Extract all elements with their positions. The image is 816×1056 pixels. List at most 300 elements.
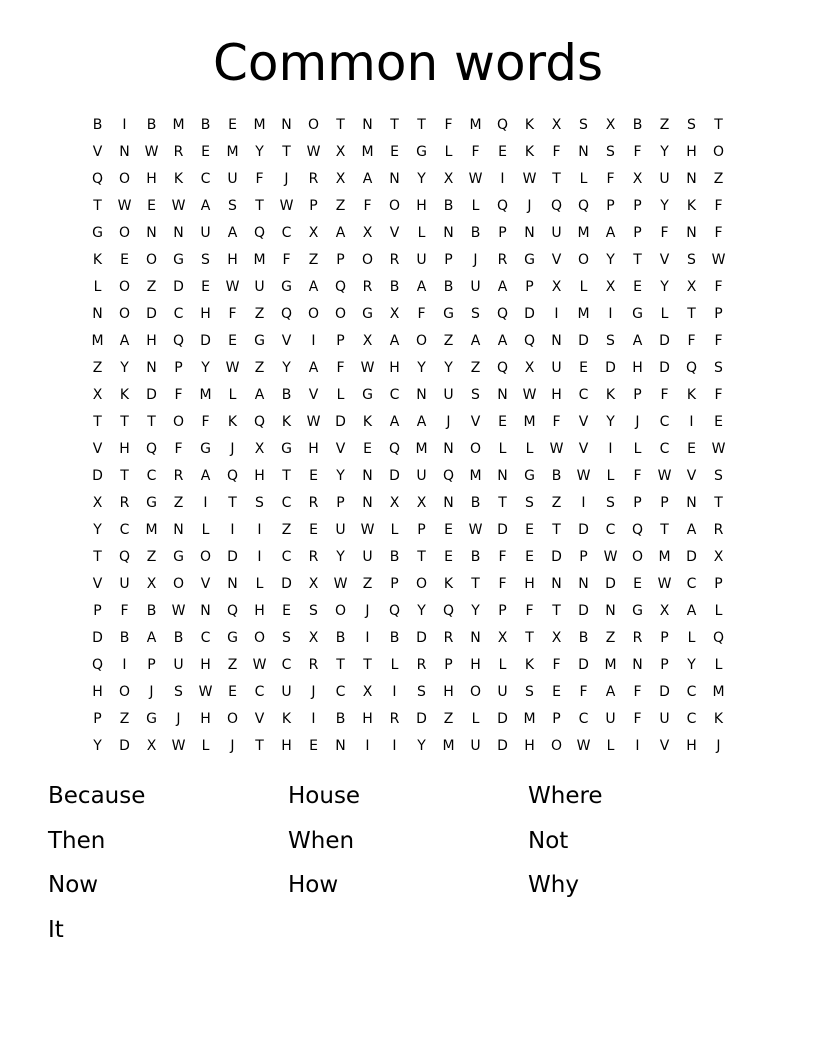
grid-letter[interactable]: R	[713, 521, 724, 538]
grid-letter[interactable]: F	[633, 710, 642, 727]
grid-letter[interactable]: O	[172, 575, 185, 592]
grid-letter[interactable]: N	[443, 494, 454, 511]
grid-letter[interactable]: N	[686, 224, 697, 241]
grid-letter[interactable]: T	[282, 467, 291, 484]
grid-letter[interactable]: N	[227, 575, 238, 592]
grid-letter[interactable]: Y	[687, 656, 696, 673]
grid-letter[interactable]: M	[604, 656, 617, 673]
grid-letter[interactable]: W	[144, 143, 159, 160]
grid-letter[interactable]: Q	[91, 656, 104, 673]
grid-letter[interactable]: T	[93, 413, 102, 430]
grid-letter[interactable]: K	[119, 386, 130, 403]
grid-letter[interactable]: E	[201, 278, 210, 295]
grid-letter[interactable]: T	[714, 116, 723, 133]
grid-letter[interactable]: H	[227, 251, 238, 268]
grid-letter[interactable]: L	[498, 440, 507, 457]
grid-letter[interactable]: E	[120, 251, 129, 268]
grid-letter[interactable]: S	[525, 683, 534, 700]
grid-letter[interactable]: Y	[255, 143, 264, 160]
grid-letter[interactable]: G	[227, 629, 238, 646]
grid-letter[interactable]: X	[389, 305, 400, 322]
grid-letter[interactable]: F	[714, 386, 723, 403]
grid-letter[interactable]: B	[119, 629, 130, 646]
grid-letter[interactable]: D	[578, 521, 589, 538]
grid-letter[interactable]: F	[633, 683, 642, 700]
grid-letter[interactable]: V	[470, 413, 481, 430]
grid-letter[interactable]: R	[389, 251, 400, 268]
grid-letter[interactable]: C	[659, 413, 670, 430]
grid-letter[interactable]: E	[282, 602, 291, 619]
grid-letter[interactable]: X	[632, 170, 643, 187]
grid-letter[interactable]: S	[606, 332, 615, 349]
grid-letter[interactable]: P	[579, 548, 588, 565]
grid-letter[interactable]: C	[659, 440, 670, 457]
grid-letter[interactable]: K	[686, 197, 697, 214]
grid-letter[interactable]: U	[551, 224, 562, 241]
grid-letter[interactable]: J	[284, 170, 289, 187]
grid-letter[interactable]: M	[442, 737, 455, 754]
grid-letter[interactable]: W	[468, 170, 483, 187]
grid-letter[interactable]: D	[551, 548, 562, 565]
grid-letter[interactable]: V	[335, 440, 346, 457]
grid-letter[interactable]: Z	[551, 494, 562, 511]
grid-letter[interactable]: C	[578, 386, 589, 403]
grid-letter[interactable]: C	[200, 629, 211, 646]
grid-letter[interactable]: Q	[226, 467, 239, 484]
grid-letter[interactable]: T	[363, 656, 372, 673]
grid-letter[interactable]: X	[146, 737, 157, 754]
grid-letter[interactable]: N	[146, 224, 157, 241]
grid-letter[interactable]: E	[201, 143, 210, 160]
grid-letter[interactable]: L	[498, 656, 507, 673]
grid-letter[interactable]: T	[336, 656, 345, 673]
grid-letter[interactable]: I	[203, 494, 208, 511]
grid-letter[interactable]: S	[228, 197, 237, 214]
grid-letter[interactable]: W	[171, 197, 186, 214]
grid-letter[interactable]: Y	[282, 359, 291, 376]
grid-letter[interactable]: S	[606, 494, 615, 511]
grid-letter[interactable]: O	[550, 737, 563, 754]
grid-letter[interactable]: N	[686, 170, 697, 187]
grid-letter[interactable]: R	[173, 143, 184, 160]
grid-letter[interactable]: S	[471, 386, 480, 403]
grid-letter[interactable]: F	[363, 197, 372, 214]
grid-letter[interactable]: Y	[417, 170, 426, 187]
grid-letter[interactable]: Y	[93, 521, 102, 538]
grid-letter[interactable]: N	[281, 116, 292, 133]
grid-letter[interactable]: P	[93, 710, 102, 727]
grid-letter[interactable]: B	[92, 116, 103, 133]
grid-letter[interactable]: T	[255, 737, 264, 754]
grid-letter[interactable]: R	[362, 278, 373, 295]
grid-letter[interactable]: N	[497, 386, 508, 403]
grid-letter[interactable]: G	[146, 494, 157, 511]
grid-letter[interactable]: J	[230, 737, 235, 754]
grid-letter[interactable]: P	[525, 278, 534, 295]
grid-letter[interactable]: H	[200, 656, 211, 673]
grid-letter[interactable]: Q	[442, 602, 455, 619]
grid-letter[interactable]: L	[714, 602, 723, 619]
grid-letter[interactable]: L	[336, 386, 345, 403]
grid-letter[interactable]: W	[171, 737, 186, 754]
grid-letter[interactable]: W	[225, 278, 240, 295]
grid-letter[interactable]: D	[497, 737, 508, 754]
grid-letter[interactable]: T	[390, 116, 399, 133]
grid-letter[interactable]: T	[417, 548, 426, 565]
grid-letter[interactable]: F	[660, 224, 669, 241]
grid-letter[interactable]: X	[389, 494, 400, 511]
grid-letter[interactable]: S	[687, 116, 696, 133]
grid-letter[interactable]: X	[416, 494, 427, 511]
grid-letter[interactable]: A	[686, 521, 697, 538]
grid-letter[interactable]: I	[257, 548, 262, 565]
grid-letter[interactable]: B	[578, 629, 589, 646]
grid-letter[interactable]: R	[308, 656, 319, 673]
grid-letter[interactable]: W	[711, 440, 726, 457]
grid-letter[interactable]: Y	[606, 251, 615, 268]
grid-letter[interactable]: Y	[660, 197, 669, 214]
grid-letter[interactable]: T	[552, 521, 561, 538]
grid-letter[interactable]: B	[389, 629, 400, 646]
grid-letter[interactable]: Q	[253, 224, 266, 241]
grid-letter[interactable]: R	[119, 494, 130, 511]
grid-letter[interactable]: P	[444, 251, 453, 268]
grid-letter[interactable]: N	[173, 521, 184, 538]
grid-letter[interactable]: B	[443, 197, 454, 214]
grid-letter[interactable]: N	[389, 170, 400, 187]
grid-letter[interactable]: L	[390, 656, 399, 673]
grid-letter[interactable]: X	[254, 440, 265, 457]
grid-letter[interactable]: V	[200, 575, 211, 592]
grid-letter[interactable]: W	[522, 170, 537, 187]
grid-letter[interactable]: Z	[335, 197, 346, 214]
grid-letter[interactable]: A	[497, 278, 508, 295]
grid-letter[interactable]: P	[93, 602, 102, 619]
grid-letter[interactable]: H	[146, 170, 157, 187]
grid-letter[interactable]: H	[200, 305, 211, 322]
grid-letter[interactable]: B	[281, 386, 292, 403]
grid-letter[interactable]: H	[254, 467, 265, 484]
grid-letter[interactable]: K	[281, 710, 292, 727]
grid-letter[interactable]: W	[306, 143, 321, 160]
grid-letter[interactable]: H	[551, 386, 562, 403]
grid-letter[interactable]: Q	[226, 602, 239, 619]
grid-letter[interactable]: L	[201, 737, 210, 754]
grid-letter[interactable]: K	[605, 386, 616, 403]
grid-letter[interactable]: W	[468, 521, 483, 538]
grid-letter[interactable]: M	[469, 116, 482, 133]
grid-letter[interactable]: G	[362, 305, 373, 322]
grid-letter[interactable]: M	[577, 305, 590, 322]
grid-letter[interactable]: X	[362, 332, 373, 349]
grid-letter[interactable]: D	[335, 413, 346, 430]
grid-letter[interactable]: N	[524, 224, 535, 241]
grid-letter[interactable]: E	[228, 683, 237, 700]
grid-letter[interactable]: X	[335, 143, 346, 160]
grid-letter[interactable]: U	[362, 548, 373, 565]
grid-letter[interactable]: O	[631, 548, 644, 565]
grid-letter[interactable]: J	[311, 683, 316, 700]
grid-letter[interactable]: V	[659, 737, 670, 754]
grid-letter[interactable]: G	[362, 386, 373, 403]
grid-letter[interactable]: F	[579, 683, 588, 700]
grid-letter[interactable]: H	[686, 737, 697, 754]
grid-letter[interactable]: W	[360, 521, 375, 538]
grid-letter[interactable]: D	[578, 656, 589, 673]
grid-letter[interactable]: R	[416, 656, 427, 673]
grid-letter[interactable]: O	[226, 710, 239, 727]
grid-letter[interactable]: C	[173, 305, 184, 322]
grid-letter[interactable]: Y	[417, 602, 426, 619]
grid-letter[interactable]: A	[146, 629, 157, 646]
grid-letter[interactable]: G	[524, 251, 535, 268]
grid-letter[interactable]: D	[659, 359, 670, 376]
grid-letter[interactable]: P	[633, 386, 642, 403]
grid-letter[interactable]: Y	[417, 359, 426, 376]
grid-letter[interactable]: A	[686, 602, 697, 619]
grid-letter[interactable]: E	[552, 683, 561, 700]
grid-letter[interactable]: H	[362, 710, 373, 727]
grid-letter[interactable]: Q	[280, 305, 293, 322]
grid-letter[interactable]: O	[199, 548, 212, 565]
grid-letter[interactable]: O	[118, 170, 131, 187]
grid-letter[interactable]: T	[228, 494, 237, 511]
grid-letter[interactable]: W	[279, 197, 294, 214]
grid-letter[interactable]: L	[579, 278, 588, 295]
grid-letter[interactable]: E	[714, 413, 723, 430]
grid-letter[interactable]: K	[281, 413, 292, 430]
grid-letter[interactable]: U	[254, 278, 265, 295]
grid-letter[interactable]: T	[336, 116, 345, 133]
grid-letter[interactable]: U	[416, 251, 427, 268]
grid-letter[interactable]: V	[686, 467, 697, 484]
grid-letter[interactable]: N	[146, 359, 157, 376]
grid-letter[interactable]: B	[200, 116, 211, 133]
grid-letter[interactable]: P	[633, 224, 642, 241]
grid-letter[interactable]: E	[525, 521, 534, 538]
grid-letter[interactable]: D	[416, 710, 427, 727]
grid-letter[interactable]: I	[500, 170, 505, 187]
grid-letter[interactable]: F	[714, 197, 723, 214]
grid-letter[interactable]: G	[173, 251, 184, 268]
grid-letter[interactable]: W	[198, 683, 213, 700]
grid-letter[interactable]: P	[714, 305, 723, 322]
grid-letter[interactable]: X	[551, 116, 562, 133]
grid-letter[interactable]: D	[659, 683, 670, 700]
grid-letter[interactable]: G	[200, 440, 211, 457]
grid-letter[interactable]: D	[578, 332, 589, 349]
grid-letter[interactable]: Z	[173, 494, 184, 511]
grid-letter[interactable]: S	[525, 494, 534, 511]
grid-letter[interactable]: K	[524, 656, 535, 673]
grid-letter[interactable]: D	[497, 521, 508, 538]
grid-letter[interactable]: H	[308, 440, 319, 457]
grid-letter[interactable]: I	[608, 440, 613, 457]
grid-letter[interactable]: U	[335, 521, 346, 538]
grid-letter[interactable]: A	[200, 467, 211, 484]
grid-letter[interactable]: L	[471, 197, 480, 214]
grid-letter[interactable]: O	[334, 602, 347, 619]
grid-letter[interactable]: W	[711, 251, 726, 268]
grid-letter[interactable]: J	[635, 413, 640, 430]
grid-letter[interactable]: F	[714, 332, 723, 349]
grid-letter[interactable]: T	[417, 116, 426, 133]
grid-letter[interactable]: C	[686, 683, 697, 700]
grid-letter[interactable]: I	[635, 737, 640, 754]
grid-letter[interactable]: S	[714, 359, 723, 376]
grid-letter[interactable]: X	[308, 224, 319, 241]
grid-letter[interactable]: W	[171, 602, 186, 619]
grid-letter[interactable]: C	[146, 467, 157, 484]
grid-letter[interactable]: X	[605, 116, 616, 133]
grid-letter[interactable]: K	[713, 710, 724, 727]
grid-letter[interactable]: O	[415, 332, 428, 349]
grid-letter[interactable]: K	[524, 143, 535, 160]
grid-letter[interactable]: Q	[496, 305, 509, 322]
grid-letter[interactable]: O	[118, 278, 131, 295]
grid-letter[interactable]: A	[227, 224, 238, 241]
grid-letter[interactable]: F	[552, 143, 561, 160]
grid-letter[interactable]: I	[311, 710, 316, 727]
grid-letter[interactable]: X	[92, 386, 103, 403]
grid-letter[interactable]: W	[117, 197, 132, 214]
grid-letter[interactable]: D	[578, 602, 589, 619]
grid-letter[interactable]: F	[174, 440, 183, 457]
grid-letter[interactable]: D	[497, 710, 508, 727]
grid-letter[interactable]: N	[362, 116, 373, 133]
grid-letter[interactable]: U	[200, 224, 211, 241]
grid-letter[interactable]: F	[552, 413, 561, 430]
grid-letter[interactable]: M	[172, 116, 185, 133]
grid-letter[interactable]: U	[281, 683, 292, 700]
grid-letter[interactable]: Z	[713, 170, 724, 187]
grid-letter[interactable]: T	[147, 413, 156, 430]
grid-letter[interactable]: G	[281, 440, 292, 457]
grid-letter[interactable]: X	[335, 170, 346, 187]
grid-letter[interactable]: F	[282, 251, 291, 268]
grid-letter[interactable]: T	[498, 494, 507, 511]
grid-letter[interactable]: Y	[660, 278, 669, 295]
grid-letter[interactable]: T	[714, 494, 723, 511]
grid-letter[interactable]: S	[606, 143, 615, 160]
grid-letter[interactable]: R	[389, 710, 400, 727]
grid-letter[interactable]: H	[524, 575, 535, 592]
grid-letter[interactable]: Q	[496, 359, 509, 376]
grid-letter[interactable]: F	[471, 143, 480, 160]
grid-letter[interactable]: G	[416, 143, 427, 160]
grid-letter[interactable]: L	[660, 305, 669, 322]
grid-letter[interactable]: G	[146, 710, 157, 727]
grid-letter[interactable]: D	[659, 332, 670, 349]
grid-letter[interactable]: D	[686, 548, 697, 565]
grid-letter[interactable]: G	[173, 548, 184, 565]
grid-letter[interactable]: C	[281, 494, 292, 511]
grid-letter[interactable]: F	[174, 386, 183, 403]
grid-letter[interactable]: E	[363, 440, 372, 457]
grid-letter[interactable]: C	[578, 710, 589, 727]
grid-letter[interactable]: X	[551, 629, 562, 646]
grid-letter[interactable]: Y	[93, 737, 102, 754]
grid-letter[interactable]: A	[632, 332, 643, 349]
grid-letter[interactable]: B	[470, 224, 481, 241]
grid-letter[interactable]: E	[525, 548, 534, 565]
grid-letter[interactable]: F	[444, 116, 453, 133]
grid-letter[interactable]: V	[659, 251, 670, 268]
grid-letter[interactable]: C	[281, 224, 292, 241]
grid-letter[interactable]: C	[281, 548, 292, 565]
grid-letter[interactable]: V	[92, 575, 103, 592]
grid-letter[interactable]: E	[444, 548, 453, 565]
grid-letter[interactable]: T	[255, 197, 264, 214]
grid-letter[interactable]: H	[200, 710, 211, 727]
grid-letter[interactable]: A	[416, 278, 427, 295]
grid-letter[interactable]: V	[389, 224, 400, 241]
grid-letter[interactable]: O	[415, 575, 428, 592]
grid-letter[interactable]: G	[524, 467, 535, 484]
grid-letter[interactable]: K	[443, 575, 454, 592]
grid-letter[interactable]: Y	[660, 143, 669, 160]
grid-letter[interactable]: H	[92, 683, 103, 700]
grid-letter[interactable]: K	[686, 386, 697, 403]
grid-letter[interactable]: L	[228, 386, 237, 403]
grid-letter[interactable]: F	[552, 656, 561, 673]
grid-letter[interactable]: C	[200, 170, 211, 187]
grid-letter[interactable]: X	[308, 575, 319, 592]
grid-letter[interactable]: Q	[145, 440, 158, 457]
grid-letter[interactable]: H	[470, 656, 481, 673]
grid-letter[interactable]: E	[633, 575, 642, 592]
grid-letter[interactable]: F	[714, 278, 723, 295]
grid-letter[interactable]: H	[524, 737, 535, 754]
grid-letter[interactable]: Y	[417, 737, 426, 754]
grid-letter[interactable]: R	[497, 251, 508, 268]
grid-letter[interactable]: Q	[388, 602, 401, 619]
grid-letter[interactable]: N	[173, 224, 184, 241]
grid-letter[interactable]: Z	[308, 251, 319, 268]
grid-letter[interactable]: C	[254, 683, 265, 700]
grid-letter[interactable]: V	[92, 143, 103, 160]
grid-letter[interactable]: J	[716, 737, 721, 754]
grid-letter[interactable]: A	[335, 224, 346, 241]
grid-letter[interactable]: X	[362, 683, 373, 700]
grid-letter[interactable]: B	[146, 116, 157, 133]
grid-letter[interactable]: R	[632, 629, 643, 646]
grid-letter[interactable]: K	[362, 413, 373, 430]
grid-letter[interactable]: F	[255, 170, 264, 187]
grid-letter[interactable]: I	[608, 305, 613, 322]
grid-letter[interactable]: Y	[336, 548, 345, 565]
grid-letter[interactable]: N	[200, 602, 211, 619]
grid-letter[interactable]: V	[578, 413, 589, 430]
grid-letter[interactable]: G	[281, 278, 292, 295]
grid-letter[interactable]: U	[227, 170, 238, 187]
grid-letter[interactable]: R	[173, 467, 184, 484]
grid-letter[interactable]: Q	[631, 521, 644, 538]
grid-letter[interactable]: Y	[471, 602, 480, 619]
grid-letter[interactable]: D	[227, 548, 238, 565]
grid-letter[interactable]: U	[470, 278, 481, 295]
grid-letter[interactable]: Y	[120, 359, 129, 376]
grid-letter[interactable]: W	[522, 386, 537, 403]
grid-letter[interactable]: B	[632, 116, 643, 133]
grid-letter[interactable]: G	[632, 602, 643, 619]
grid-letter[interactable]: L	[606, 737, 615, 754]
grid-letter[interactable]: Y	[201, 359, 210, 376]
grid-letter[interactable]: W	[306, 413, 321, 430]
grid-letter[interactable]: A	[497, 332, 508, 349]
grid-letter[interactable]: Q	[388, 440, 401, 457]
grid-letter[interactable]: T	[633, 251, 642, 268]
